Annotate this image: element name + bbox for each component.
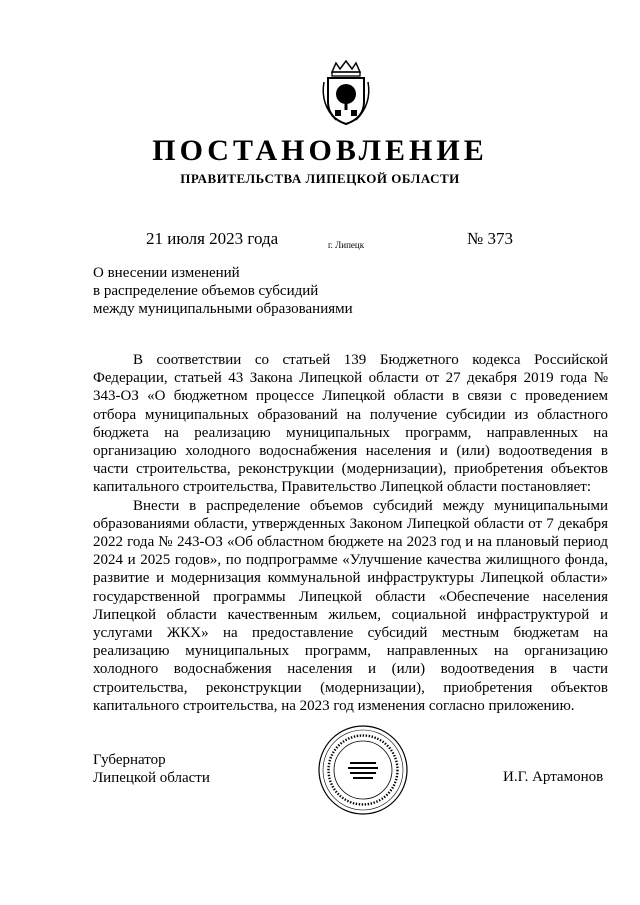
- document-body: [93, 351, 608, 715]
- issuing-authority: ПРАВИТЕЛЬСТВА ЛИПЕЦКОЙ ОБЛАСТИ: [180, 171, 460, 186]
- document-city: г. Липецк: [328, 240, 365, 250]
- signatory-position: [93, 751, 210, 787]
- document-title: ПОСТАНОВЛЕНИЕ: [152, 134, 488, 167]
- caption-line: между муниципальными образованиями: [93, 301, 353, 317]
- document-caption: [93, 264, 353, 318]
- body-paragraph: Внести в распределение объемов субсидий между муниципальными образованиями области, утвержденных Законом Липецкой области от 7 декабря 2022 года № 243-ОЗ «Об областном бюджете на 2023 год и на плановый период 2024 и 2025 годов», по подпрограмме «Улучшение качества жилищного фонда, развитие и модернизация коммунальной инфраструктуры Липецкой области» государственной программы Липецкой области «Обеспечение населения Липецкой области качественным жильем, социальной инфраструктурой и услугами ЖКХ» на предоставление субсидий местным бюджетам на реализацию муниципальных программ, направленных на организацию холодного водоснабжения населения и (или) водоотведения в части строительства, реконструкции (модернизации), приобретения объектов капитального строительства, на 2023 год изменения согласно приложению.: [93, 497, 608, 714]
- signatory-name: И.Г. Артамонов: [503, 769, 604, 785]
- signatory-position-line: Губернатор: [93, 752, 166, 768]
- caption-line: О внесении изменений: [93, 265, 240, 281]
- coat-of-arms-icon: [318, 58, 374, 128]
- document-date: 21 июля 2023 года: [146, 229, 279, 248]
- signatory-position-line: Липецкой области: [93, 770, 210, 786]
- caption-line: в распределение объемов субсидий: [93, 283, 319, 299]
- body-paragraph: В соответствии со статьей 139 Бюджетного кодекса Российской Федерации, статьей 43 Закона Липецкой области от 27 декабря 2019 года № 343-ОЗ «О бюджетном процессе Липецкой области в связи с проведением отбора муниципальных образований на получение субсидии из областного бюджета на реализацию муниципальных программ, направленных на организацию холодного водоснабжения населения и (или) водоотведения в части строительства, реконструкции (модернизации), приобретения объектов капитального строительства, Правительство Липецкой области постановляет:: [93, 352, 608, 496]
- document-number: № 373: [467, 229, 513, 248]
- official-seal-icon: [317, 724, 409, 816]
